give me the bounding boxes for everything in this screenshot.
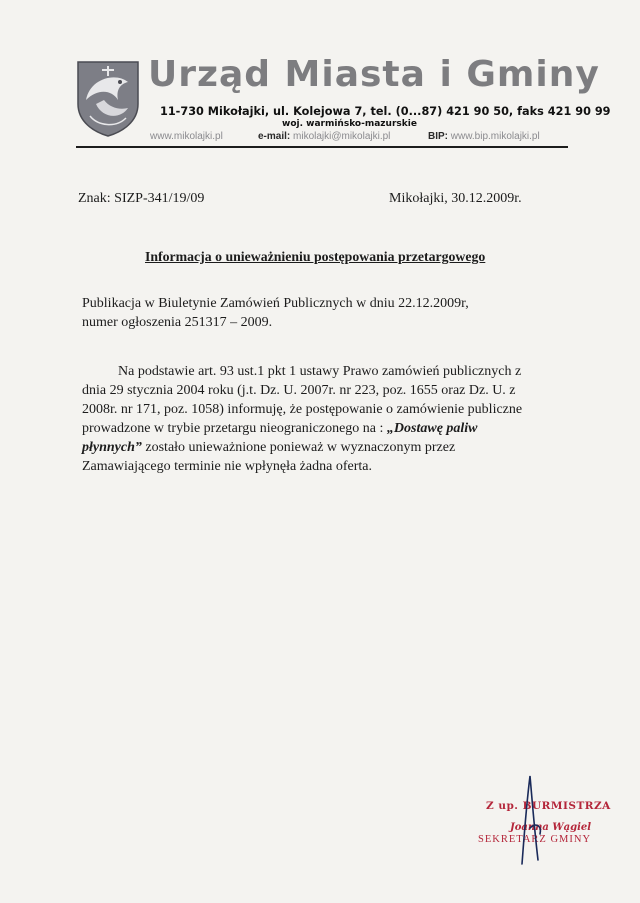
bip-contact <box>428 131 540 142</box>
place-and-date: Mikołajki, 30.12.2009r. <box>389 191 522 206</box>
email-link[interactable]: mikolajki@mikolajki.pl <box>293 131 391 142</box>
email-label: e-mail: <box>258 131 291 142</box>
body-line: 2008r. nr 171, poz. 1058) informuję, że postępowanie o zamówienie publiczne <box>82 402 523 417</box>
body-line: Na podstawie art. 93 ust.1 pkt 1 ustawy Prawo zamówień publicznych z <box>118 364 522 379</box>
bip-link[interactable]: www.bip.mikolajki.pl <box>450 131 540 142</box>
body-text: prowadzone w trybie przetargu nieograniczonego na : <box>82 421 387 436</box>
stamp-line: Z up. BURMISTRZA <box>486 800 611 812</box>
subject-emphasis: płynnych” <box>82 440 142 455</box>
office-address: 11-730 Mikołajki, ul. Kolejowa 7, tel. (0...87) 421 90 50, faks 421 90 99 <box>160 104 611 118</box>
coat-of-arms-icon <box>76 60 140 138</box>
body-text: zostało unieważnione ponieważ w wyznaczonym przez <box>141 440 456 455</box>
handwritten-signature <box>500 768 560 868</box>
email-contact <box>258 131 390 142</box>
subject-emphasis: „Dostawę paliw <box>386 421 478 436</box>
body-paragraph <box>82 362 582 476</box>
letterhead-divider <box>76 146 568 148</box>
stamp-name: Joanna Wągiel <box>510 822 592 833</box>
body-line <box>82 438 582 457</box>
publication-info <box>82 294 469 332</box>
publication-line: Publikacja w Biuletynie Zamówień Publicznych w dniu 22.12.2009r, <box>82 296 469 311</box>
office-name: Urząd Miasta i Gminy <box>148 54 600 95</box>
stamp-line: SEKRETARZ GMINY <box>478 834 592 845</box>
body-line: Zamawiającego terminie nie wpłynęła żadna oferta. <box>82 459 372 474</box>
bip-label: BIP: <box>428 131 448 142</box>
website-link[interactable]: www.mikolajki.pl <box>150 131 223 142</box>
office-region: woj. warmińsko-mazurskie <box>282 119 417 129</box>
body-line: dnia 29 stycznia 2004 roku (j.t. Dz. U. 2007r. nr 223, poz. 1655 oraz Dz. U. z <box>82 383 516 398</box>
publication-line: numer ogłoszenia 251317 – 2009. <box>82 315 273 330</box>
reference-number: Znak: SIZP-341/19/09 <box>78 191 205 206</box>
document-heading: Informacja o unieważnieniu postępowania przetargowego <box>145 249 486 264</box>
body-line <box>82 419 582 438</box>
